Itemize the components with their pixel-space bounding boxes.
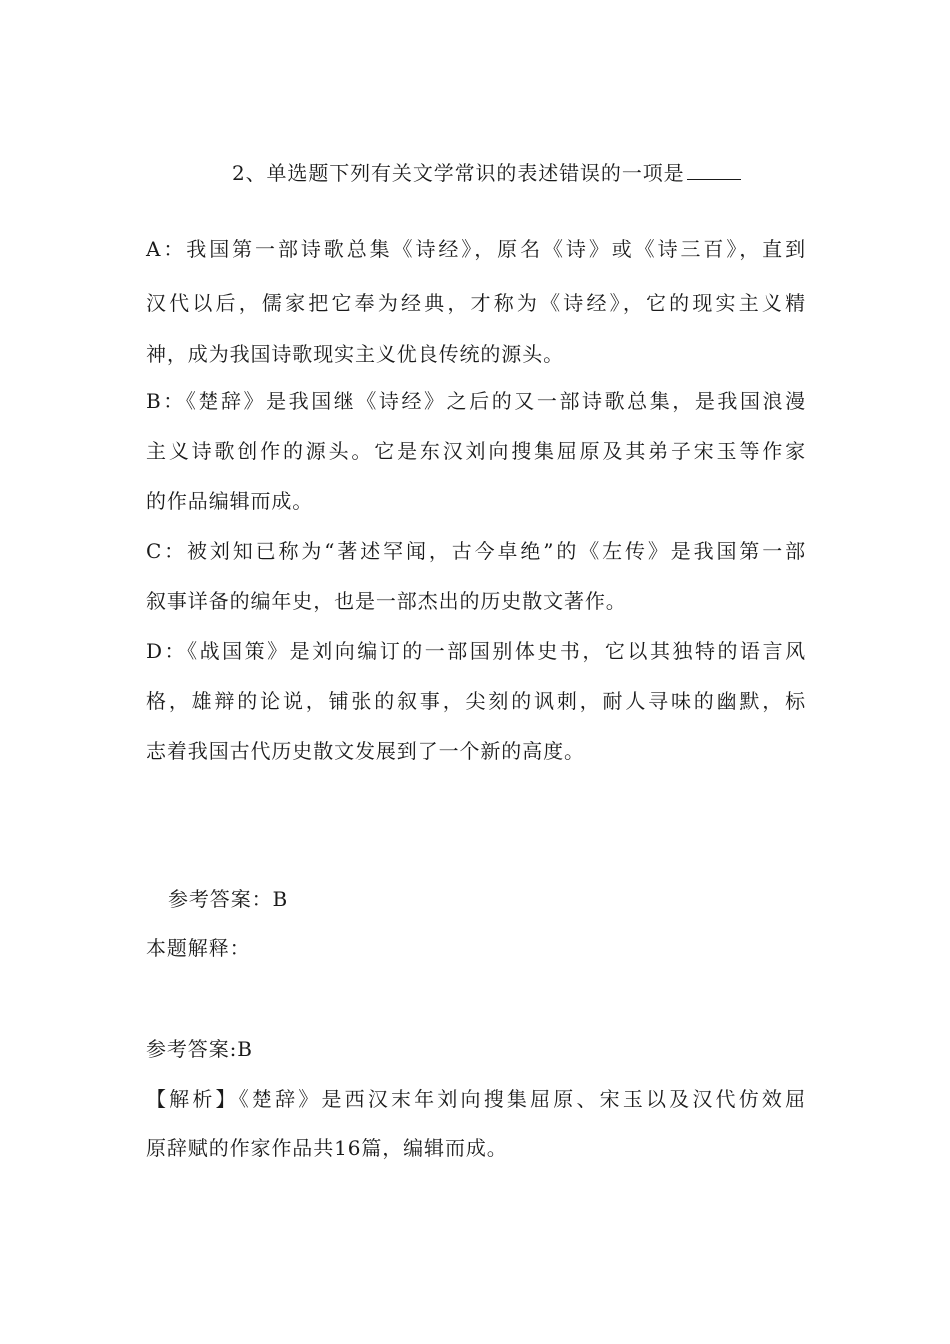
option-b-line-3: 的作品编辑而成。 <box>146 489 314 513</box>
analysis-line-1: 【解析】《楚辞》是西汉末年刘向搜集屈原、宋玉以及汉代仿效屈 <box>146 1087 806 1111</box>
reference-answer-2: 参考答案:B <box>146 1037 253 1061</box>
option-d-line-1: D：《战国策》是刘向编订的一部国别体史书，它以其独特的语言风 <box>146 639 806 663</box>
option-b-line-2: 主义诗歌创作的源头。它是东汉刘向搜集屈原及其弟子宋玉等作家 <box>146 439 806 463</box>
analysis-line-2: 原辞赋的作家作品共16篇，编辑而成。 <box>146 1136 508 1160</box>
option-d-line-3: 志着我国古代历史散文发展到了一个新的高度。 <box>146 739 585 763</box>
question-stem <box>232 160 792 186</box>
option-a-line-2: 汉代以后，儒家把它奉为经典，才称为《诗经》，它的现实主义精 <box>146 291 806 315</box>
explanation-label: 本题解释： <box>146 936 251 960</box>
option-c-line-2: 叙事详备的编年史，也是一部杰出的历史散文著作。 <box>146 589 627 613</box>
option-a-line-1: A：我国第一部诗歌总集《诗经》，原名《诗》或《诗三百》，直到 <box>146 237 806 261</box>
option-d-line-2: 格，雄辩的论说，铺张的叙事，尖刻的讽刺，耐人寻味的幽默，标 <box>146 689 806 713</box>
option-c-line-1: C：被刘知已称为“著述罕闻，古今卓绝”的《左传》是我国第一部 <box>146 539 806 563</box>
option-a-line-3: 神，成为我国诗歌现实主义优良传统的源头。 <box>146 342 564 366</box>
question-stem-text: 2、单选题下列有关文学常识的表述错误的一项是 <box>232 161 685 185</box>
option-b-line-1: B：《楚辞》是我国继《诗经》之后的又一部诗歌总集，是我国浪漫 <box>146 389 806 413</box>
reference-answer: 参考答案：B <box>168 887 289 911</box>
answer-blank <box>687 161 741 180</box>
